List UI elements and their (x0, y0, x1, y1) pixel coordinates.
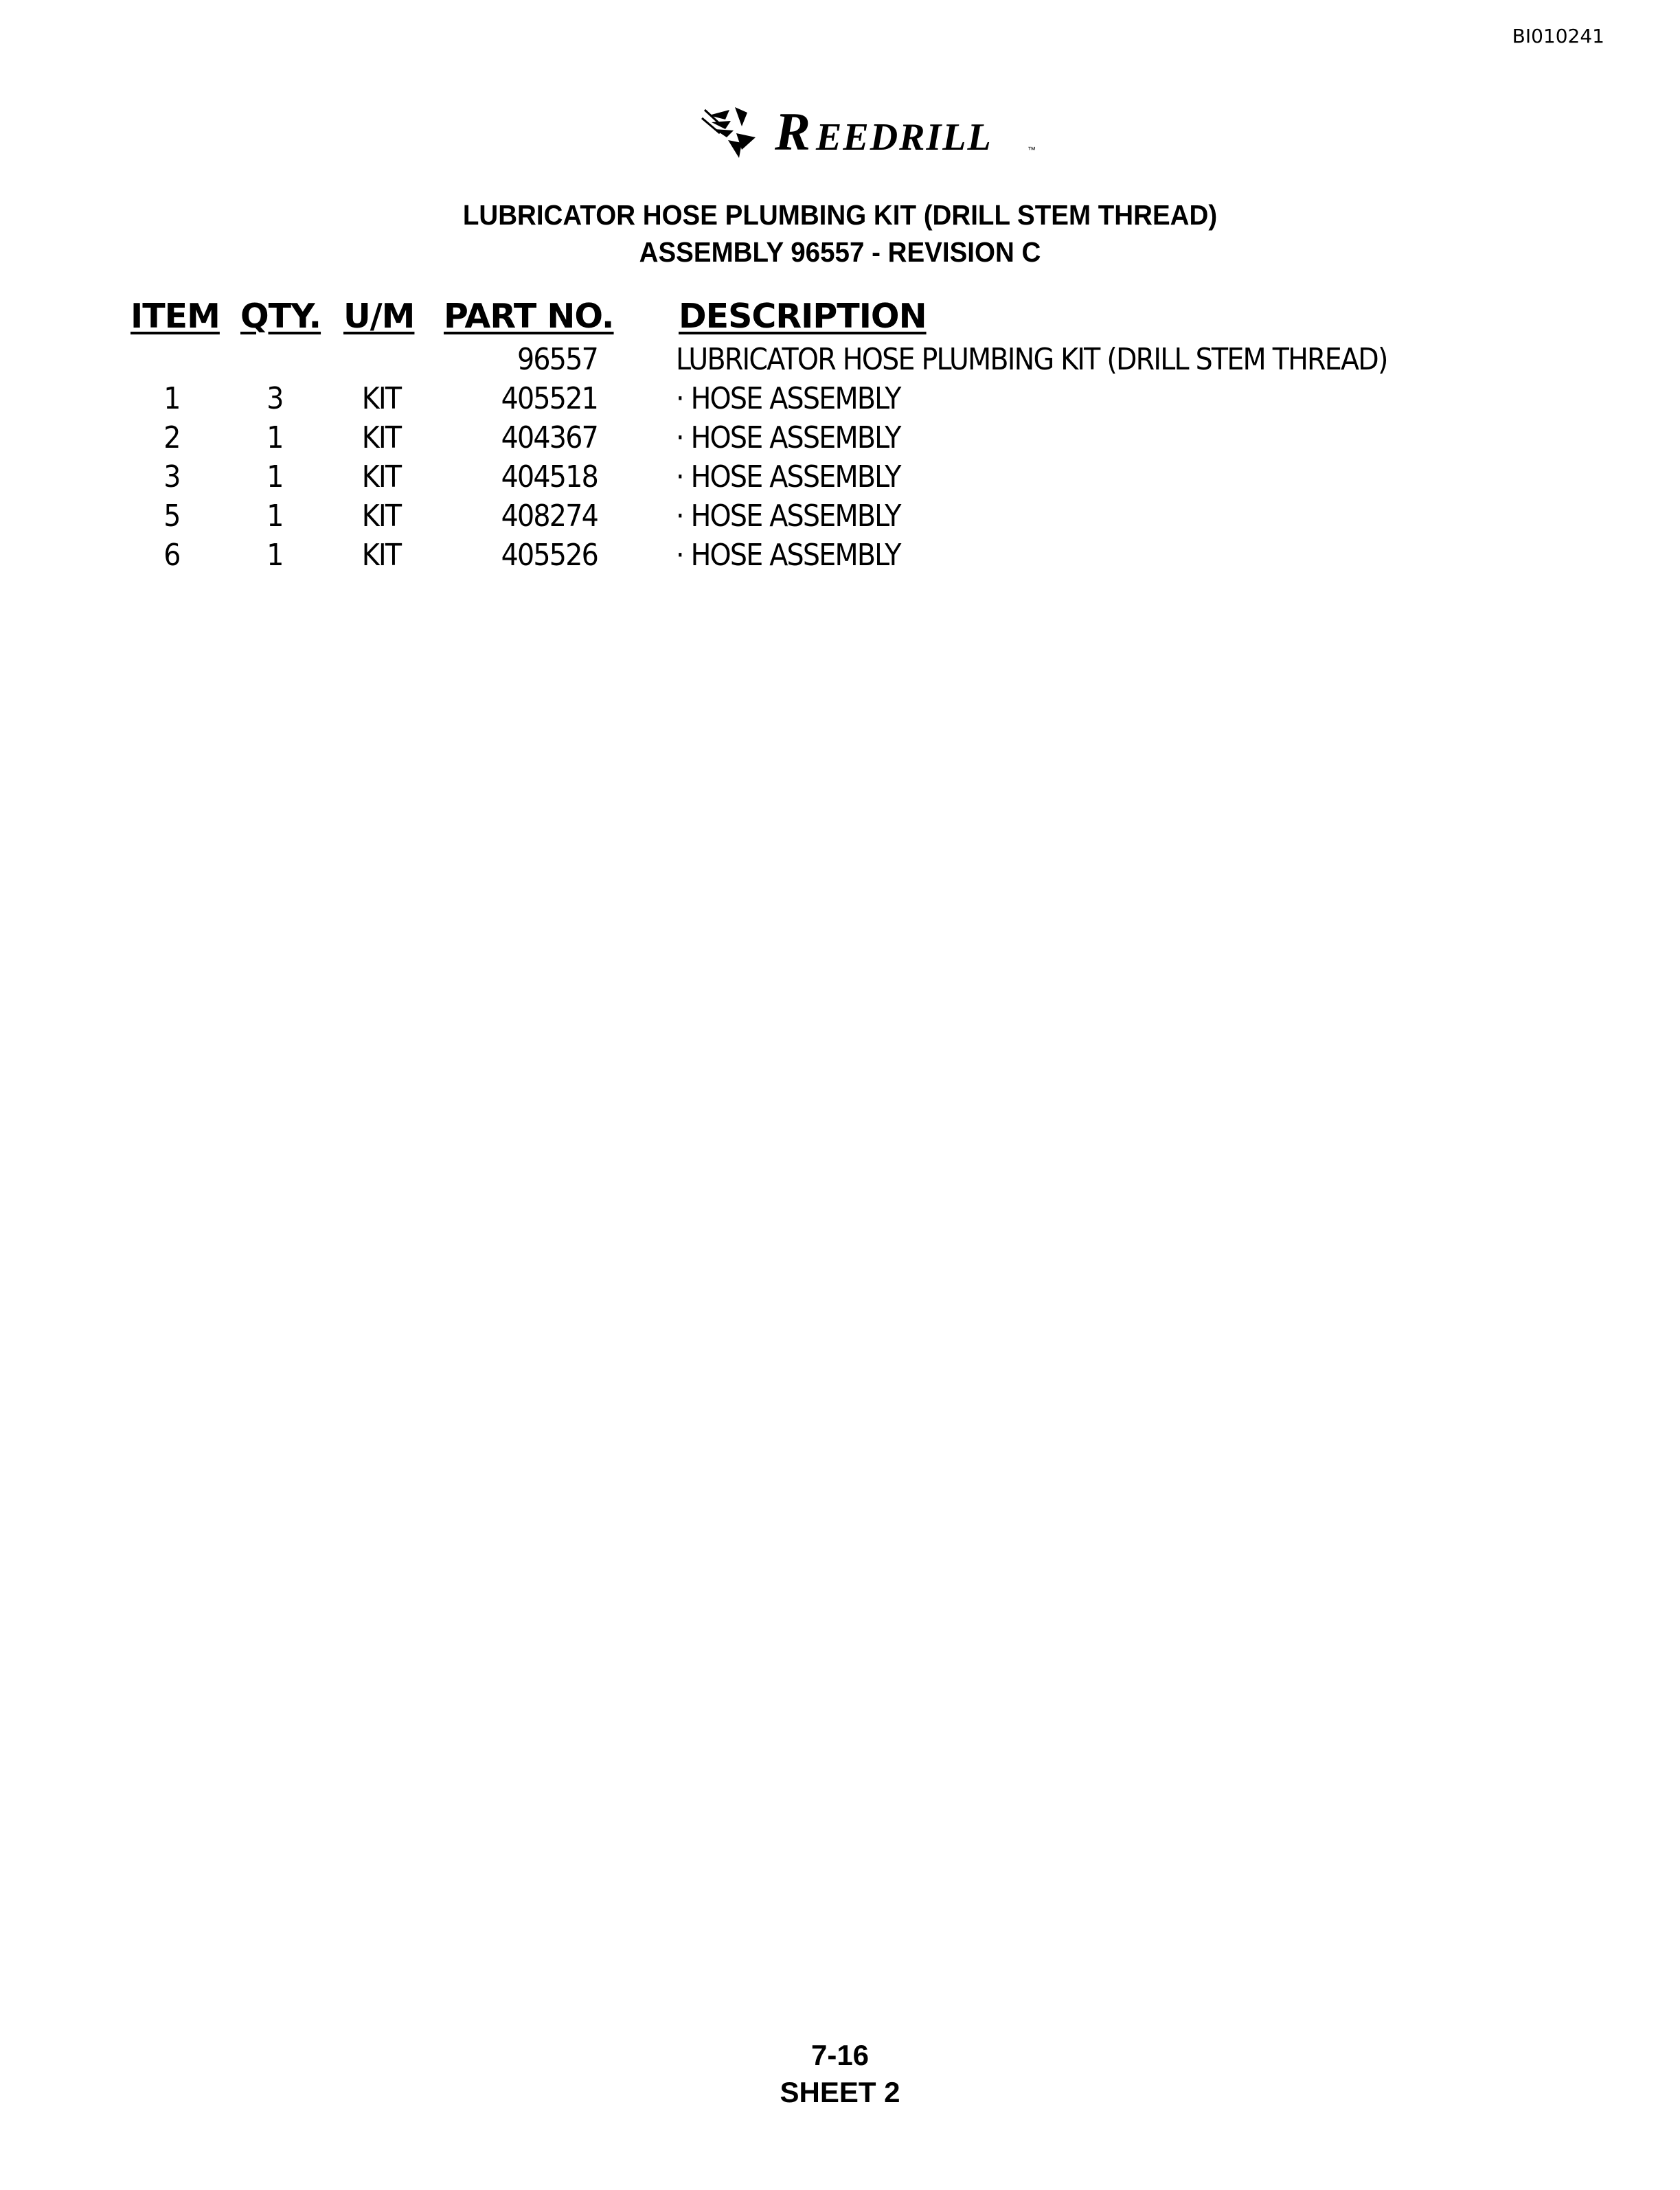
cell-description: · HOSE ASSEMBLY (676, 499, 900, 534)
cell-qty: 1 (266, 459, 283, 494)
cell-description: · HOSE ASSEMBLY (676, 459, 900, 494)
brand-letter-r: R (775, 102, 811, 161)
header-qty: QTY. (240, 297, 321, 336)
parts-table (0, 297, 1680, 577)
cell-description: · HOSE ASSEMBLY (676, 420, 900, 455)
sheet-number: SHEET 2 (780, 2076, 900, 2108)
svg-text:™: ™ (1028, 145, 1036, 155)
cell-part-no: 408274 (501, 499, 598, 534)
header-description: DESCRIPTION (679, 297, 927, 336)
cell-um: KIT (361, 499, 401, 534)
table-row (0, 459, 1680, 499)
cell-item: 3 (163, 459, 180, 494)
cell-qty: 1 (266, 420, 283, 455)
table-row (0, 538, 1680, 577)
cell-part-no: 96557 (517, 342, 598, 377)
cell-part-no: 405521 (501, 381, 598, 416)
header-item: ITEM (130, 297, 220, 336)
cell-item: 1 (163, 381, 180, 416)
document-id: BI010241 (1512, 25, 1604, 47)
cell-qty: 1 (266, 538, 283, 573)
cell-part-no: 405526 (501, 538, 598, 573)
page-number: 7-16 (810, 2039, 870, 2071)
table-row (0, 420, 1680, 459)
table-row (0, 381, 1680, 420)
reedrill-logo-graphic (694, 95, 1051, 170)
cell-um: KIT (361, 420, 401, 455)
cell-um: KIT (361, 459, 401, 494)
cell-um: KIT (361, 381, 401, 416)
cell-description: LUBRICATOR HOSE PLUMBING KIT (DRILL STEM THREAD) (676, 342, 1387, 377)
cell-item: 2 (163, 420, 180, 455)
cell-item: 5 (163, 499, 180, 534)
parts-table-header (0, 297, 1680, 342)
drill-emblem-icon (702, 107, 756, 158)
table-row (0, 499, 1680, 538)
document-title (50, 196, 1629, 271)
cell-part-no: 404367 (501, 420, 598, 455)
brand-wordmark: EEDRILL (816, 116, 992, 159)
cell-um: KIT (361, 538, 401, 573)
page-footer (0, 2037, 1680, 2111)
table-row (0, 342, 1680, 381)
cell-qty: 3 (266, 381, 283, 416)
header-part-no: PART NO. (444, 297, 614, 336)
cell-description: · HOSE ASSEMBLY (676, 381, 900, 416)
cell-description: · HOSE ASSEMBLY (676, 538, 900, 573)
header-um: U/M (343, 297, 415, 336)
cell-item: 6 (163, 538, 180, 573)
cell-part-no: 404518 (501, 459, 598, 494)
title-line-1: LUBRICATOR HOSE PLUMBING KIT (DRILL STEM THREAD) (462, 199, 1218, 231)
reedrill-logo (694, 95, 1051, 170)
cell-qty: 1 (266, 499, 283, 534)
title-line-2: ASSEMBLY 96557 - REVISION C (639, 236, 1041, 268)
